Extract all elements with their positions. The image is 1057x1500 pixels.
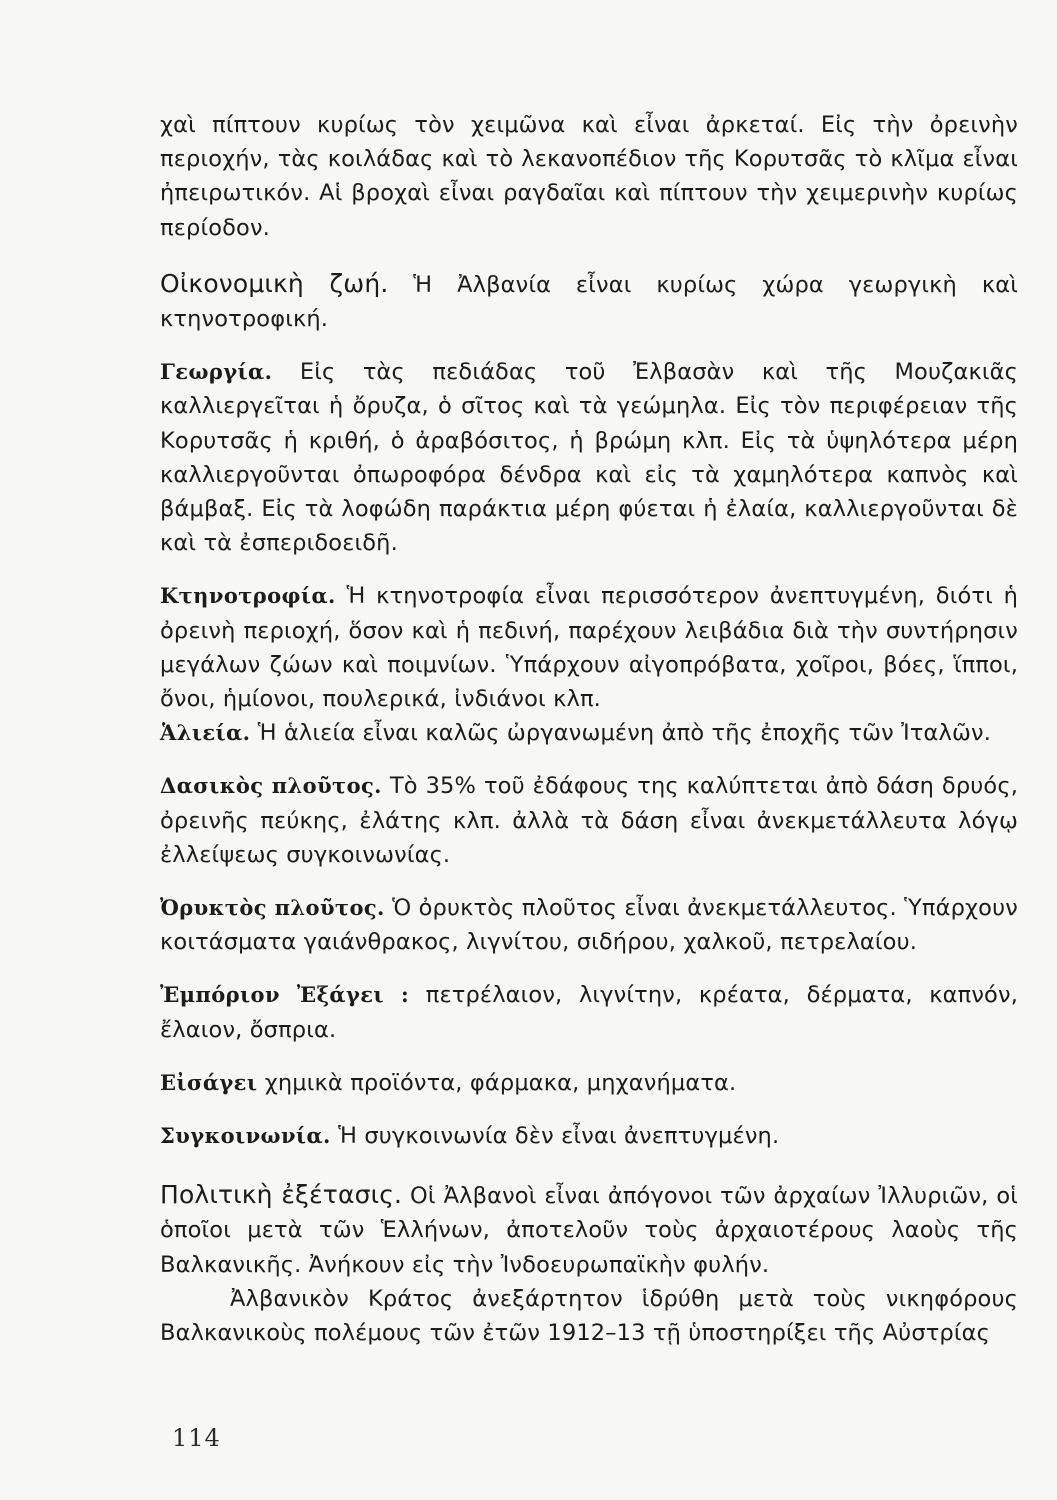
politics-text: Οἱ Ἀλβανοὶ εἶναι ἀπόγονοι τῶν ἀρχαίων Ἰλλυριῶν, οἱ ὁποῖοι μετὰ τῶν Ἑλλήνων, ἀποτελοῦν τοὺς ἀρχαιοτέρους λαοὺς τῆς Βαλκανικῆς. Ἀνήκουν εἰς τὴν Ἰνδοευρωπαϊκὴν φυλήν. bbox=[160, 1183, 1018, 1278]
economy-text: Ἡ Ἀλβανία εἶναι κυρίως χώρα γεωργικὴ καὶ κτηνοτροφική. bbox=[160, 271, 1018, 333]
forest-text: Τὸ 35% τοῦ ἐδάφους της καλύπτεται ἀπὸ δάση δρυός, ὀρεινῆς πεύκης, ἐλάτης κλπ. ἀλλὰ τὰ δάση εἶναι ἀνεκμετάλλευτα λόγῳ ἐλλείψεως συγκοινωνίας. bbox=[160, 773, 1019, 868]
trade-text: πετρέλαιον, λιγνίτην, κρέατα, δέρματα, καπνόν, ἔλαιον, ὄσπρια. bbox=[160, 982, 1018, 1043]
paragraph-fishing bbox=[160, 716, 1018, 750]
paragraph-minerals bbox=[160, 891, 1018, 959]
livestock-text: Ἡ κτηνοτροφία εἶναι περισσότερον ἀνεπτυγμένη, διότι ἡ ὀρεινὴ περιοχή, ὅσον καὶ ἡ πεδινή, παρέχουν λειβάδια διὰ τὴν συντήρησιν μεγάλων ζώων καὶ ποιμνίων. Ὑπάρχουν αἰγοπρόβατα, χοῖροι, βόες, ἵπποι, ὄνοι, ἡμίονοι, πουλερικά, ἰνδιάνοι κλπ. bbox=[160, 583, 1018, 713]
paragraph-agriculture bbox=[160, 355, 1018, 560]
state-text: Ἀλβανικὸν Κράτος ἀνεξάρτητον ἱδρύθη μετὰ τοὺς νικηφόρους Βαλκανικοὺς πολέμους τῶν ἐτῶν 1912–13 τῇ ὑποστηρίξει τῆς Αὐστρίας bbox=[160, 1285, 1018, 1347]
trade-heading: Ἐμπόριον Ἐξάγει : bbox=[160, 982, 410, 1008]
page-number: 114 bbox=[172, 1424, 221, 1452]
minerals-heading: Ὀρυκτὸς πλοῦτος. bbox=[160, 895, 385, 921]
paragraph-livestock bbox=[160, 579, 1018, 716]
paragraph-communications bbox=[160, 1119, 1018, 1153]
agriculture-text: Εἰς τὰς πεδιάδας τοῦ Ἐλβασὰν καὶ τῆς Μουζακιᾶς καλλιεργεῖται ἡ ὄρυζα, ὁ σῖτος καὶ τὰ γεώμηλα. Εἰς τὸν περιφέρειαν τῆς Κορυτσᾶς ἡ κριθή, ὁ ἀραβόσιτος, ἡ βρώμη κλπ. Εἰς τὰ ὑψηλότερα μέρη καλλιεργοῦνται ὀπωροφόρα δένδρα καὶ εἰς τὰ χαμηλότερα καπνὸς καὶ βάμβαξ. Εἰς τὰ λοφώδη παράκτια μέρη φύεται ἡ ἐλαία, καλλιεργοῦνται δὲ καὶ τὰ ἐσπεριδοειδῆ. bbox=[160, 359, 1018, 557]
economy-heading: Οἰκονομικὴ ζωή. bbox=[160, 268, 389, 298]
minerals-text: Ὁ ὀρυκτὸς πλοῦτος εἶναι ἀνεκμετάλλευτος. Ὑπάρχουν κοιτάσματα γαιάνθρακος, λιγνίτου, σιδήρου, χαλκοῦ, πετρελαίου. bbox=[160, 895, 1018, 956]
communications-text: Ἡ συγκοινωνία δὲν εἶναι ἀνεπτυγμένη. bbox=[330, 1123, 780, 1150]
paragraph-forest bbox=[160, 769, 1018, 872]
communications-heading: Συγκοινωνία. bbox=[160, 1123, 331, 1149]
imports-text: χημικὰ προϊόντα, φάρμακα, μηχανήματα. bbox=[257, 1069, 737, 1096]
paragraph-politics bbox=[160, 1178, 1018, 1282]
livestock-heading: Κτηνοτροφία. bbox=[160, 583, 336, 609]
imports-heading: Εἰσάγει bbox=[160, 1069, 258, 1095]
politics-heading: Πολιτικὴ ἐξέτασις. bbox=[160, 1180, 403, 1210]
agriculture-heading: Γεωργία. bbox=[160, 359, 273, 385]
paragraph-climate bbox=[160, 108, 1018, 245]
text-body bbox=[160, 108, 1018, 1350]
paragraph-economy bbox=[160, 267, 1018, 336]
paragraph-imports bbox=[160, 1066, 1018, 1100]
paragraph-state bbox=[160, 1282, 1018, 1350]
fishing-heading: Ἁλιεία. bbox=[160, 720, 251, 746]
climate-text: χαὶ πίπτουν κυρίως τὸν χειμῶνα καὶ εἶναι ἀρκεταί. Εἰς τὴν ὀρεινὴν περιοχήν, τὰς κοιλάδας καὶ τὸ λεκανοπέδιον τῆς Κορυτσᾶς τὸ κλῖμα εἶναι ἠπειρωτικόν. Αἱ βροχαὶ εἶναι ραγδαῖαι καὶ πίπτουν τὴν χειμερινὴν κυρίως περίοδον. bbox=[160, 112, 1018, 241]
forest-heading: Δασικὸς πλοῦτος. bbox=[160, 773, 382, 799]
fishing-text: Ἡ ἁλιεία εἶναι καλῶς ὠργανωμένη ἀπὸ τῆς ἐποχῆς τῶν Ἰταλῶν. bbox=[250, 720, 992, 747]
paragraph-trade bbox=[160, 978, 1018, 1046]
